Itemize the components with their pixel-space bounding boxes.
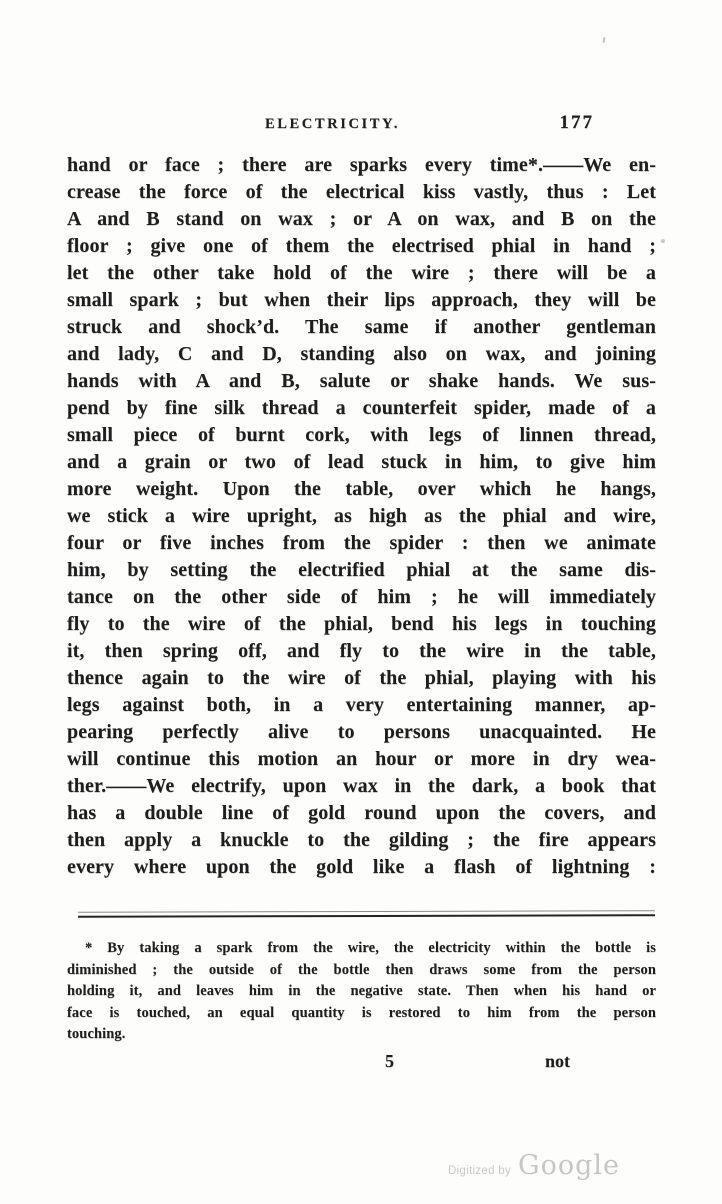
body-line: legs against both, in a very entertaining manner, ap- <box>67 694 656 716</box>
google-logo: Google <box>518 1150 620 1181</box>
body-line: small spark ; but when their lips approach, they will be <box>67 289 656 311</box>
body-line: ther.——We electrify, upon wax in the dark, a book that <box>67 775 656 797</box>
body-text <box>67 152 656 881</box>
body-line: pearing perfectly alive to persons unacquainted. He <box>67 721 656 743</box>
body-line: four or five inches from the spider : then we animate <box>67 532 656 554</box>
body-line: him, by setting the electrified phial at the same dis- <box>67 559 656 581</box>
scan-artifact-speck <box>602 37 605 43</box>
catchword: not <box>545 1051 571 1071</box>
scan-artifact-speck <box>661 239 665 243</box>
body-line: will continue this motion an hour or more in dry wea- <box>67 748 656 770</box>
body-line: A and B stand on wax ; or A on wax, and B on the <box>67 208 656 230</box>
body-line: has a double line of gold round upon the covers, and <box>67 802 656 824</box>
body-line: thence again to the wire of the phial, playing with his <box>67 667 656 689</box>
page-header <box>67 112 656 140</box>
body-line: more weight. Upon the table, over which he hangs, <box>67 478 656 500</box>
body-line: floor ; give one of them the electrised phial in hand ; <box>67 235 656 257</box>
signature-mark: 5 <box>385 1051 394 1071</box>
footnote-line: face is touched, an equal quantity is restored to him from the person <box>67 1004 656 1021</box>
body-line: tance on the other side of him ; he will immediately <box>67 586 656 608</box>
body-line: every where upon the gold like a flash of lightning : <box>67 856 656 878</box>
body-line: then apply a knuckle to the gilding ; the fire appears <box>67 829 656 851</box>
footnote-line: * By taking a spark from the wire, the electricity within the bottle is <box>85 940 656 956</box>
body-line: small piece of burnt cork, with legs of linnen thread, <box>67 424 656 446</box>
body-line: it, then spring off, and fly to the wire in the table, <box>67 640 656 662</box>
page-number: 177 <box>559 112 594 133</box>
body-line: let the other take hold of the wire ; there will be a <box>67 262 656 284</box>
body-line: crease the force of the electrical kiss vastly, thus : Let <box>67 181 656 203</box>
body-line: pend by fine silk thread a counterfeit spider, made of a <box>67 397 656 419</box>
footnote-line: holding it, and leaves him in the negative state. Then when his hand or <box>67 983 656 999</box>
footnote-line: touching. <box>67 1026 126 1042</box>
body-line: we stick a wire upright, as high as the phial and wire, <box>67 505 656 527</box>
body-line: hands with A and B, salute or shake hands. We sus- <box>67 370 656 392</box>
body-line: and lady, C and D, standing also on wax, and joining <box>67 343 656 365</box>
running-title: ELECTRICITY. <box>264 116 401 132</box>
watermark-prefix-label: Digitized by <box>447 1165 512 1177</box>
footnote <box>67 938 656 1046</box>
google-watermark <box>448 1150 620 1181</box>
body-line: fly to the wire of the phial, bend his legs in touching <box>67 613 656 635</box>
page-footer <box>67 1051 656 1079</box>
body-line: hand or face ; there are sparks every time*.——We en- <box>67 154 656 176</box>
footnote-separator-rule <box>78 910 655 918</box>
body-line: struck and shock’d. The same if another gentleman <box>67 316 656 338</box>
footnote-line: diminished ; the outside of the bottle then draws some from the person <box>67 961 656 978</box>
body-line: and a grain or two of lead stuck in him, to give him <box>67 451 656 473</box>
